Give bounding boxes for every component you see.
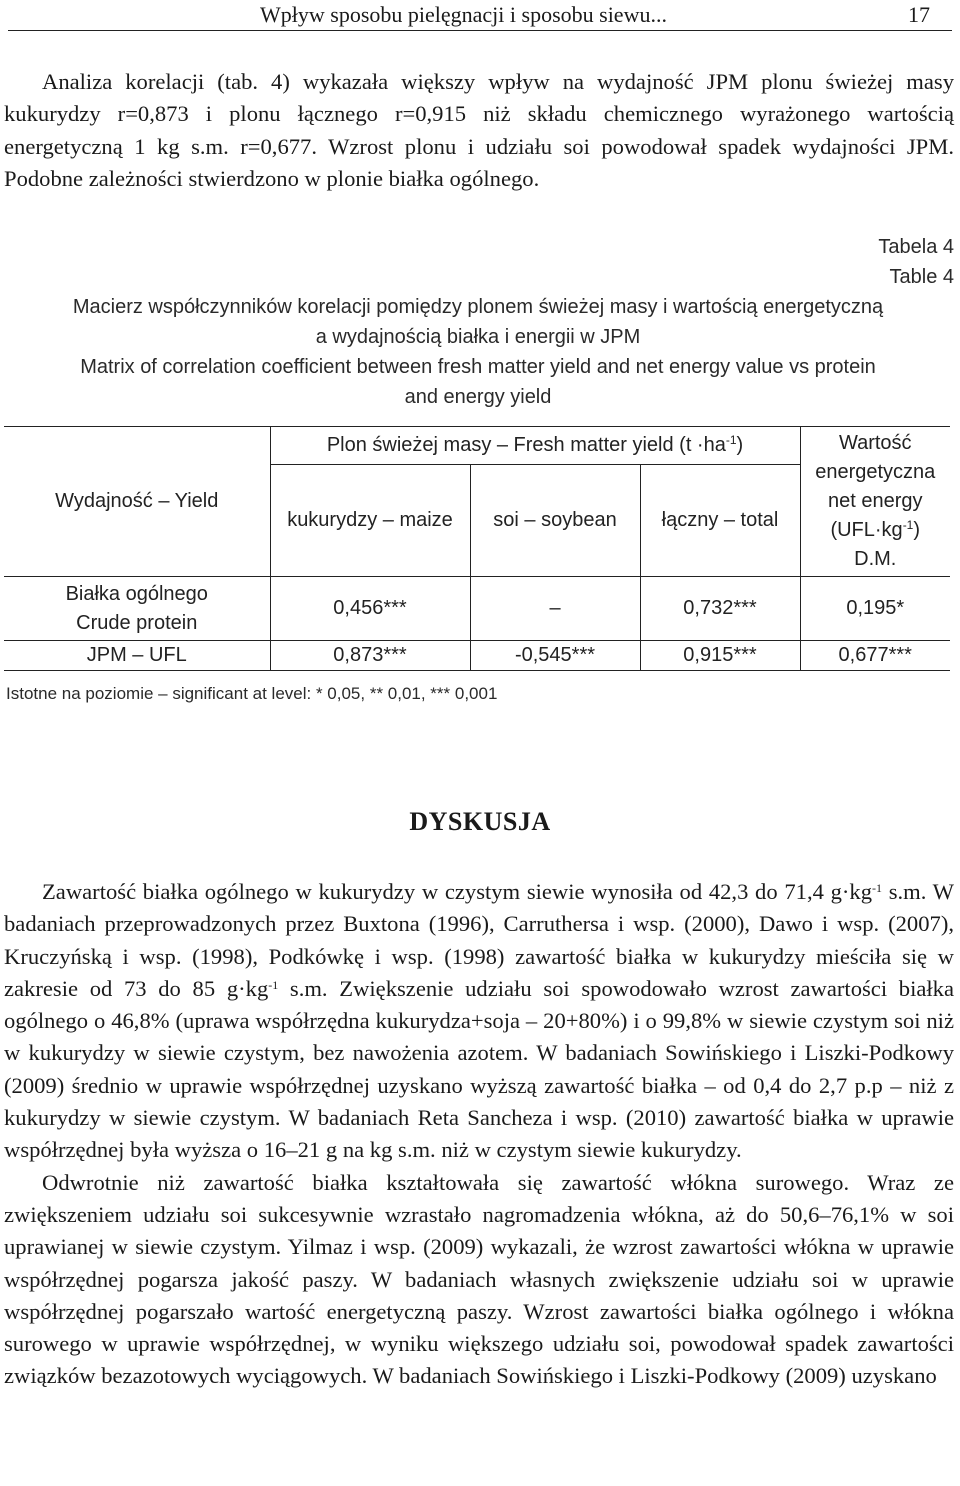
unit-exponent: -1 bbox=[268, 977, 279, 992]
page-number: 17 bbox=[908, 2, 930, 27]
column-header-soybean: soi – soybean bbox=[470, 465, 640, 577]
unit-exponent: -1 bbox=[872, 881, 883, 895]
running-head bbox=[8, 4, 952, 31]
table-cell: 0,677*** bbox=[800, 641, 950, 671]
table-title-en-line2: and energy yield bbox=[404, 386, 552, 408]
column-header-total: łączny – total bbox=[640, 465, 800, 577]
table-title-en-line1: Matrix of correlation coefficient between fresh matter yield and net energy value vs protein bbox=[80, 356, 876, 378]
table-title-pl-line1: Macierz współczynników korelacji pomiędzy plonem świeżej masy i wartością energetyczną bbox=[72, 296, 884, 318]
row-label-line1: Białka ogólnego bbox=[65, 582, 208, 605]
intro-text bbox=[4, 66, 954, 195]
group-header-close: ) bbox=[736, 434, 744, 456]
discussion-paragraph-1: Zawartość białka ogólnego w kukurydzy w czystym siewie wynosiła od 42,3 do 71,4 $g\cdot kg^{-1}$ s.m. W badaniach przeprowadzonych przez Buxtona (1996), Carruthersa i wsp. (2000), Dawo i wsp. (2007), Kruczyńską i wsp. (1998), Podkówkę i wsp. (1998) zawartość białka w kukurydzy mieściła się w zakresie od 73 do 85 $g\cdot kg^{-1}$ s.m. Zwiększenie udziału soi spowodowało wzrost zawartości białka ogólnego o 46,8% (uprawa współrzędna kukurydza+soja – 20+80%) i o 99,8% w siewie czystym soi niż w kukurydzy w siewie czystym, bez nawożenia azotem. W badaniach Sowińskiego i Liszki-Podkowy (2009) średnio w uprawie współrzędnej uzyskano wyższą zawartość białka – od 0,4 do 2,7 p.p – niż z kukurydzy w siewie czystym. W badaniach Reta Sancheza i wsp. (2010) zawartość białka w uprawie współrzędnej była wyższa o 16–21 g na kg s.m. niż w czystym siewie kukurydzy. bbox=[4, 879, 954, 1163]
energy-header-line3: net energy bbox=[827, 490, 923, 512]
table-label-pl: Tabela 4 bbox=[878, 236, 954, 258]
group-header-exponent: -1 bbox=[725, 433, 737, 447]
table-cell: – bbox=[470, 577, 640, 641]
table-cell: 0,873*** bbox=[270, 641, 470, 671]
table-row bbox=[4, 641, 950, 671]
correlation-table bbox=[4, 426, 950, 671]
table-cell: 0,915*** bbox=[640, 641, 800, 671]
energy-header-line4 bbox=[801, 516, 951, 545]
table-cell: 0,456*** bbox=[270, 577, 470, 641]
table-title-pl-line2: a wydajnością białka i energii w JPM bbox=[315, 326, 641, 348]
section-heading: DYSKUSJA bbox=[409, 807, 551, 836]
table-cell: 0,732*** bbox=[640, 577, 800, 641]
row-header bbox=[4, 427, 270, 577]
running-head-title: Wpływ sposobu pielęgnacji i sposobu siewu... bbox=[260, 2, 667, 27]
energy-header-line1: Wartość bbox=[838, 432, 912, 454]
table-footnote: Istotne na poziomie – significant at level: * 0,05, ** 0,01, *** 0,001 bbox=[6, 684, 498, 703]
energy-header-line2: energetyczna bbox=[815, 461, 936, 483]
group-header-text: Plon świeżej masy – Fresh matter yield (t ·ha bbox=[326, 434, 726, 456]
table-cell: 0,195* bbox=[800, 577, 950, 641]
discussion-text bbox=[4, 876, 954, 1393]
energy-header bbox=[800, 427, 950, 577]
discussion-paragraph-2: Odwrotnie niż zawartość białka kształtowała się zawartość włókna surowego. Wraz ze zwiększeniem udziału soi sukcesywnie wzrastało nagromadzenia włókna, aż do 50,6–76,1% w soi uprawianej w siewie czystym. Yilmaz i wsp. (2009) wykazali, że wzrost zawartości włókna w uprawie współrzędnej pogarsza jakość paszy. W badaniach własnych zwiększenie udziału soi w uprawie współrzędnej pogarszało wartość energetyczną paszy. Wzrost zawartości białka ogólnego i włókna surowego w uprawie współrzędnej, w wyniku większego udziału soi, powodował spadek zawartości związków bezazotowych wyciągowych. W badaniach Sowińskiego i Liszki-Podkowy (2009) uzyskano bbox=[4, 1169, 954, 1389]
intro-paragraph: Analiza korelacji (tab. 4) wykazała większy wpływ na wydajność JPM plonu świeżej masy kukurydzy r=0,873 i plonu łącznego r=0,915 niż składu chemicznego wyrażonego wartością energetyczną 1 kg s.m. r=0,677. Wzrost plonu i udziału soi powodował spadek wydajności JPM. Podobne zależności stwierdzono w plonie białka ogólnego. bbox=[4, 69, 954, 191]
row-label-jpm: JPM – UFL bbox=[4, 641, 270, 671]
row-header-text: Wydajność – Yield bbox=[55, 490, 219, 512]
energy-unit-close: ) bbox=[913, 519, 921, 541]
table-row bbox=[4, 577, 950, 641]
row-label-line2: Crude protein bbox=[76, 611, 198, 634]
table-label-en: Table 4 bbox=[889, 266, 954, 288]
energy-unit-text: (UFL·kg bbox=[830, 519, 903, 541]
column-header-maize: kukurydzy – maize bbox=[270, 465, 470, 577]
energy-unit-exponent: -1 bbox=[902, 518, 914, 532]
row-label-protein bbox=[4, 577, 270, 641]
table-cell: -0,545*** bbox=[470, 641, 640, 671]
group-header bbox=[270, 427, 800, 465]
energy-header-line5: D.M. bbox=[854, 548, 897, 570]
